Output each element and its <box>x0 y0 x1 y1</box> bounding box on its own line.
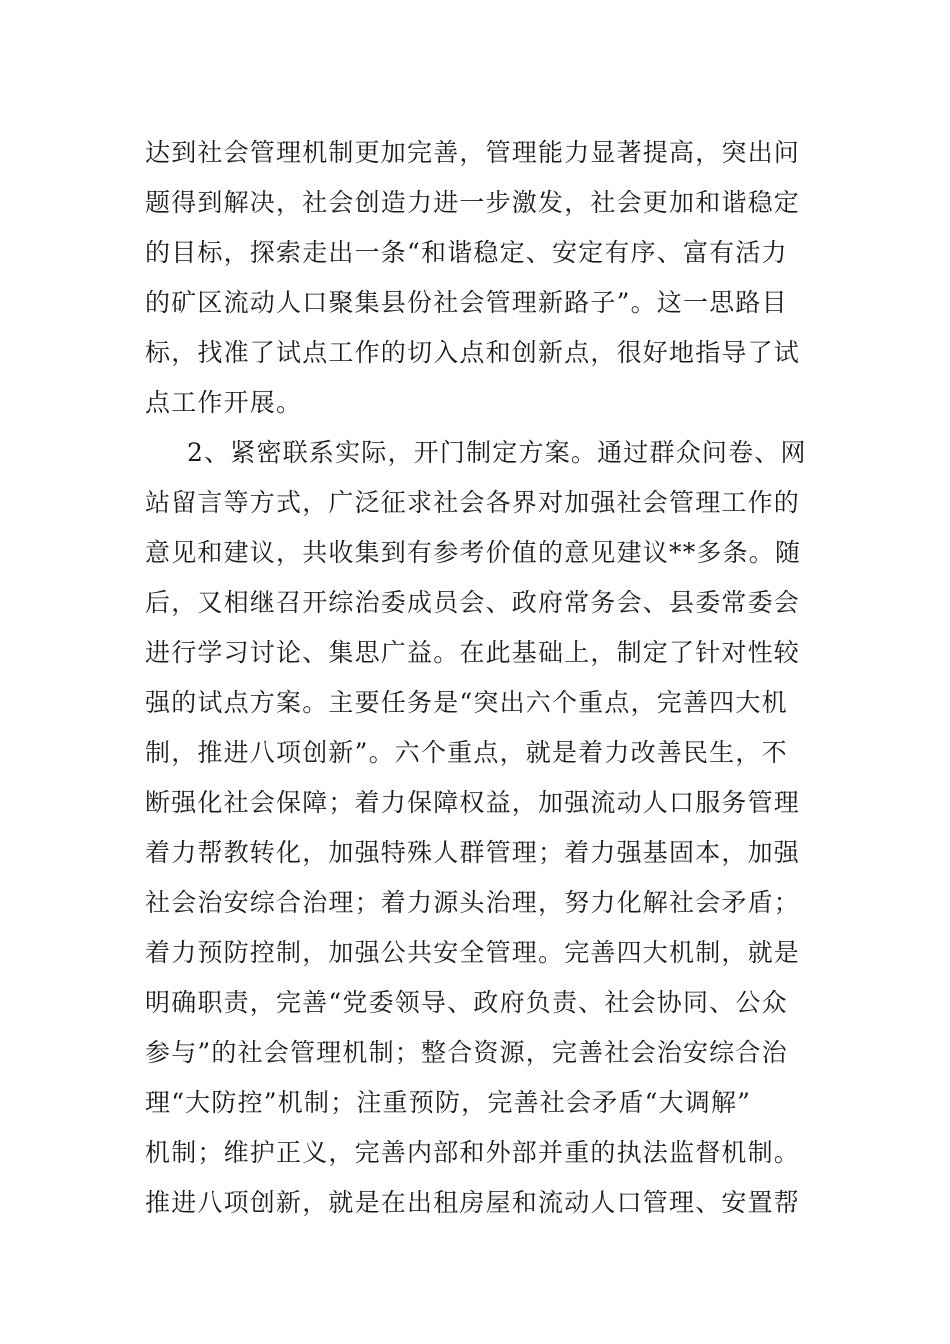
text-line-18: 明确职责，完善“党委领导、政府负责、社会协同、公众 <box>145 988 788 1017</box>
text-line-5: 标，找准了试点工作的切入点和创新点，很好地指导了试 <box>145 338 801 367</box>
text-line-1: 达到社会管理机制更加完善，管理能力显著提高，突出问 <box>145 138 801 167</box>
text-line-22: 推进八项创新，就是在出租房屋和流动人口管理、安置帮 <box>145 1188 801 1217</box>
body-text <box>145 128 810 1228</box>
text-line-3: 的目标，探索走出一条“和谐稳定、安定有序、富有活力 <box>145 238 788 267</box>
text-line-7: 2、紧密联系实际，开门制定方案。通过群众问卷、网 <box>187 438 807 467</box>
text-line-2: 题得到解决，社会创造力进一步激发，社会更加和谐稳定 <box>145 188 801 217</box>
text-line-13: 制，推进八项创新”。六个重点，就是着力改善民生，不 <box>145 738 788 767</box>
text-line-17: 着力预防控制，加强公共安全管理。完善四大机制，就是 <box>145 938 801 967</box>
text-line-4: 的矿区流动人口聚集县份社会管理新路子”。这一思路目 <box>145 288 788 317</box>
text-line-20: 理“大防控”机制；注重预防，完善社会矛盾“大调解” <box>145 1088 752 1117</box>
text-line-11: 进行学习讨论、集思广益。在此基础上，制定了针对性较 <box>145 638 801 667</box>
text-line-15: 着力帮教转化，加强特殊人群管理；着力强基固本，加强 <box>145 838 801 867</box>
text-line-16: 社会治安综合治理；着力源头治理，努力化解社会矛盾； <box>145 888 801 917</box>
text-line-14: 断强化社会保障；着力保障权益，加强流动人口服务管理 <box>145 788 801 817</box>
text-line-12: 强的试点方案。主要任务是“突出六个重点，完善四大机 <box>145 688 788 717</box>
text-line-8: 站留言等方式，广泛征求社会各界对加强社会管理工作的 <box>145 488 801 517</box>
text-line-19: 参与”的社会管理机制；整合资源，完善社会治安综合治 <box>145 1038 788 1067</box>
text-line-21: 机制；维护正义，完善内部和外部并重的执法监督机制。 <box>145 1138 801 1167</box>
text-line-6: 点工作开展。 <box>145 388 303 417</box>
text-line-10: 后，又相继召开综治委成员会、政府常务会、县委常委会 <box>145 588 801 617</box>
text-line-9: 意见和建议，共收集到有参考价值的意见建议**多条。随 <box>145 538 802 567</box>
